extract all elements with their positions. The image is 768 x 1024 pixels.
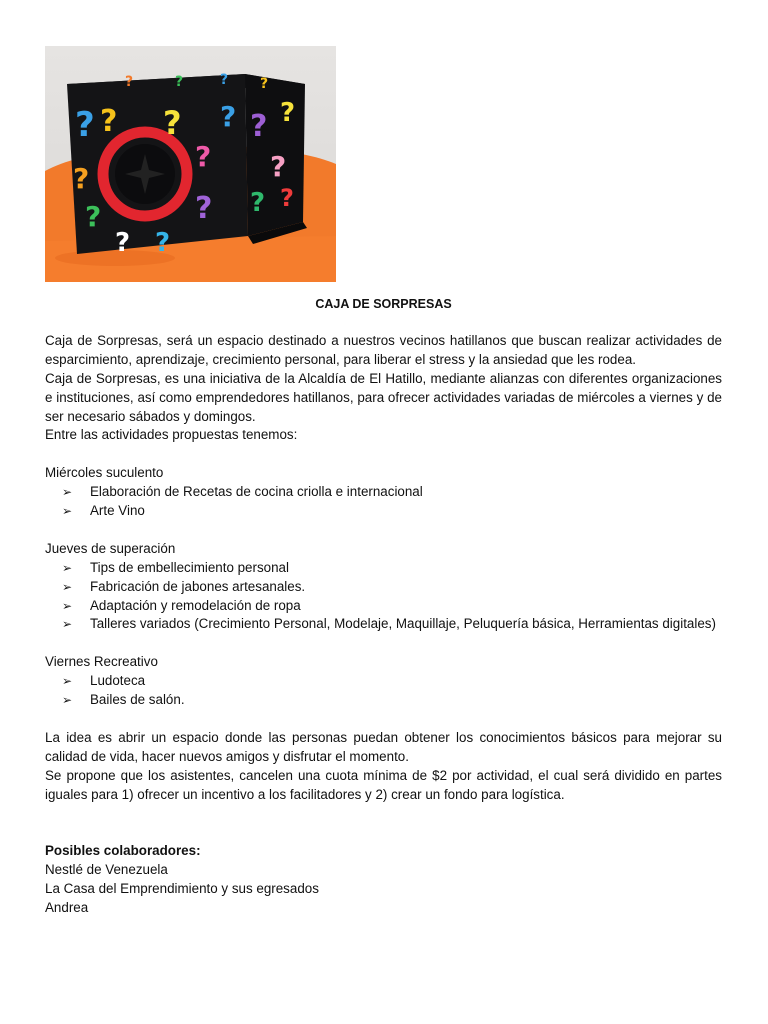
intro-paragraph-3: Entre las actividades propuestas tenemos: bbox=[45, 427, 298, 443]
arrow-bullet-icon: ➢ bbox=[62, 485, 73, 500]
outro-paragraph-2: Se propone que los asistentes, cancelen una cuota mínima de $2 por actividad, el cual será dividido en partes iguales para 1) ofrecer un incentivo a los facilitadores y 2) crear un fondo para logística. bbox=[45, 767, 722, 802]
wednesday-activities-list bbox=[45, 483, 722, 521]
svg-text:?: ? bbox=[270, 150, 287, 183]
intro-paragraph-2: Caja de Sorpresas, es una iniciativa de la Alcaldía de El Hatillo, mediante alianzas con diferentes organizaciones e instituciones, así como emprendedores hatillanos, para ofrecer actividades variadas de miércoles a viernes y de ser necesario sábados y domingos. bbox=[45, 370, 722, 424]
arrow-bullet-icon: ➢ bbox=[62, 579, 73, 594]
svg-text:?: ? bbox=[250, 109, 268, 144]
spacer bbox=[45, 313, 722, 332]
list-item: ➢ Elaboración de Recetas de cocina criolla e internacional bbox=[45, 483, 722, 502]
svg-text:?: ? bbox=[175, 74, 184, 90]
svg-text:?: ? bbox=[260, 76, 269, 92]
arrow-bullet-icon: ➢ bbox=[62, 560, 73, 575]
list-item: ➢ Bailes de salón. bbox=[45, 691, 722, 710]
surprise-box-photo bbox=[45, 46, 336, 282]
svg-text:?: ? bbox=[100, 104, 118, 139]
svg-text:?: ? bbox=[73, 162, 90, 195]
arrow-bullet-icon: ➢ bbox=[62, 504, 73, 519]
arrow-bullet-icon: ➢ bbox=[62, 598, 73, 613]
arrow-bullet-icon: ➢ bbox=[62, 617, 73, 632]
list-item: ➢ Fabricación de jabones artesanales. bbox=[45, 578, 722, 597]
spacer bbox=[45, 710, 722, 729]
document-title: CAJA DE SORPRESAS bbox=[315, 297, 452, 311]
collaborator-item: Nestlé de Venezuela bbox=[45, 862, 168, 878]
spacer bbox=[45, 804, 722, 823]
list-item: ➢ Ludoteca bbox=[45, 672, 722, 691]
friday-activities-list bbox=[45, 672, 722, 710]
spacer bbox=[45, 445, 722, 464]
svg-text:?: ? bbox=[250, 188, 266, 218]
arrow-bullet-icon: ➢ bbox=[62, 693, 73, 708]
spacer bbox=[45, 521, 722, 540]
list-item: ➢ Adaptación y remodelación de ropa bbox=[45, 597, 722, 616]
list-item: ➢ Talleres variados (Crecimiento Personal, Modelaje, Maquillaje, Peluquería básica, Herramientas digitales) bbox=[45, 615, 722, 634]
day-heading-thursday: Jueves de superación bbox=[45, 540, 176, 556]
day-heading-friday: Viernes Recreativo bbox=[45, 654, 158, 670]
spacer bbox=[45, 634, 722, 653]
svg-text:?: ? bbox=[163, 104, 182, 142]
svg-text:?: ? bbox=[195, 140, 212, 173]
svg-text:?: ? bbox=[195, 191, 213, 226]
svg-text:?: ? bbox=[220, 100, 237, 133]
arrow-bullet-icon: ➢ bbox=[62, 674, 73, 689]
collaborator-item: Andrea bbox=[45, 899, 89, 915]
svg-text:?: ? bbox=[280, 98, 296, 128]
svg-text:?: ? bbox=[155, 228, 171, 258]
svg-text:?: ? bbox=[125, 74, 134, 90]
svg-text:?: ? bbox=[220, 72, 229, 88]
thursday-activities-list bbox=[45, 559, 722, 635]
collaborator-item: La Casa del Emprendimiento y sus egresados bbox=[45, 881, 319, 897]
outro-paragraph-1: La idea es abrir un espacio donde las personas puedan obtener los conocimientos básicos para mejorar su calidad de vida, hacer nuevos amigos y disfrutar el momento. bbox=[45, 729, 722, 764]
collaborators-heading: Posibles colaboradores: bbox=[45, 843, 201, 859]
svg-text:?: ? bbox=[280, 184, 294, 212]
day-heading-wednesday: Miércoles suculento bbox=[45, 465, 164, 481]
svg-text:?: ? bbox=[75, 105, 95, 145]
svg-text:?: ? bbox=[85, 200, 102, 233]
svg-text:?: ? bbox=[115, 228, 131, 258]
spacer bbox=[45, 823, 722, 842]
list-item: ➢ Arte Vino bbox=[45, 502, 722, 521]
document-page bbox=[45, 46, 722, 918]
intro-paragraph-1: Caja de Sorpresas, será un espacio destinado a nuestros vecinos hatillanos que buscan realizar actividades de esparcimiento, aprendizaje, crecimiento personal, para liberar el stress y la ansiedad que les rodea. bbox=[45, 332, 722, 367]
list-item: ➢ Tips de embellecimiento personal bbox=[45, 559, 722, 578]
